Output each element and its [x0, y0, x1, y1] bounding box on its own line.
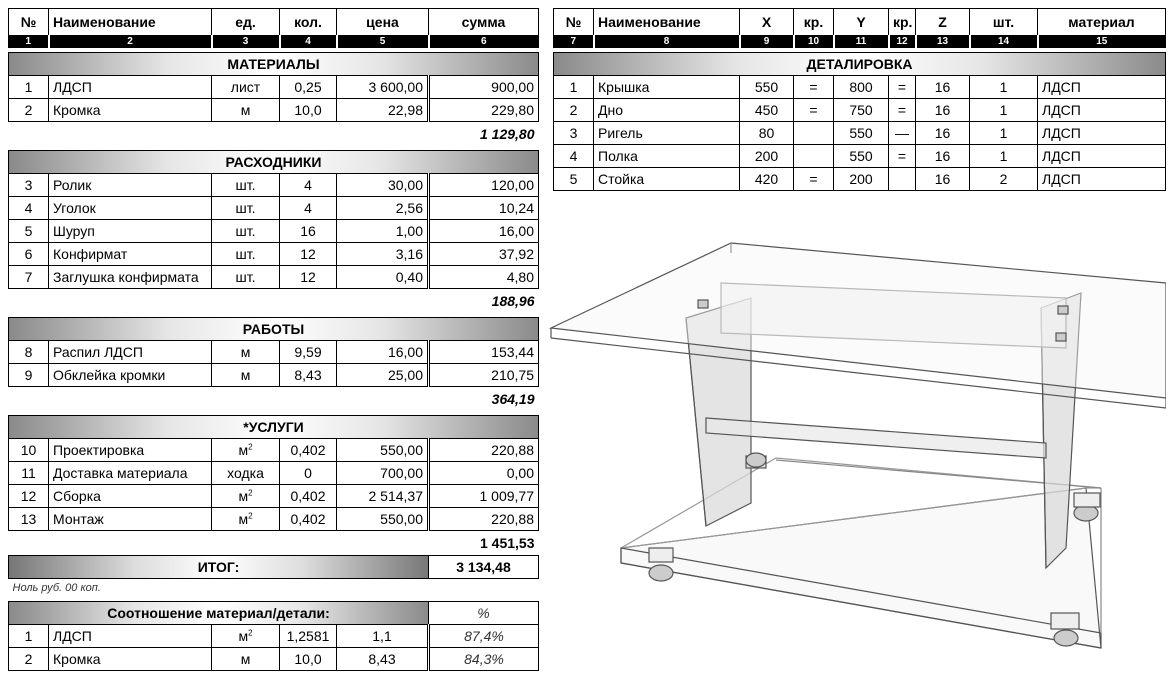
table-cell: ЛДСП — [1038, 145, 1166, 168]
total-in-words: Ноль руб. 00 коп. — [12, 582, 101, 594]
column-header: сумма — [429, 9, 539, 36]
table-cell: = — [889, 99, 916, 122]
table-cell: 84,3% — [429, 648, 539, 671]
table-row — [9, 625, 539, 648]
table-cell: = — [794, 168, 834, 191]
table-cell: Распил ЛДСП — [49, 341, 212, 364]
table-cell: Ригель — [594, 122, 740, 145]
table-cell: 0,25 — [280, 76, 337, 99]
table-cell: 16 — [916, 76, 970, 99]
table-cell: 550,00 — [337, 439, 429, 462]
spacer — [9, 387, 429, 412]
section-title: МАТЕРИАЛЫ — [9, 53, 539, 76]
table-row — [9, 648, 539, 671]
table-cell: 12 — [9, 485, 49, 508]
table-cell: 1 — [970, 99, 1038, 122]
table-cell: шт. — [212, 266, 280, 289]
table-cell: $м^2$ — [212, 439, 280, 462]
table-cell: Заглушка конфирмата — [49, 266, 212, 289]
wheel — [1054, 630, 1078, 646]
table-cell: 4,80 — [429, 266, 539, 289]
section-header — [9, 318, 539, 341]
table-cell: ЛДСП — [49, 76, 212, 99]
ratio-title: Соотношение материал/детали: — [9, 602, 429, 625]
table-cell: Крышка — [594, 76, 740, 99]
column-number: 9 — [740, 36, 794, 48]
table-cell: 9 — [9, 364, 49, 387]
subtotal-value: 364,19 — [491, 391, 535, 407]
table-cell: 750 — [834, 99, 889, 122]
column-number: 11 — [834, 36, 889, 48]
table-cell: 3 600,00 — [337, 76, 429, 99]
ratio-header — [9, 602, 539, 625]
table-cell: 1 — [970, 76, 1038, 99]
table-cell: 22,98 — [337, 99, 429, 122]
table-cell: 3 — [554, 122, 594, 145]
table-cell: 8 — [9, 341, 49, 364]
table-cell: 5 — [9, 220, 49, 243]
table-row — [554, 99, 1166, 122]
table-cell: м — [212, 341, 280, 364]
table-cell: Доставка материала — [49, 462, 212, 485]
table-cell: м — [212, 648, 280, 671]
spacer — [9, 531, 429, 556]
column-number: 8 — [594, 36, 740, 48]
total-row — [9, 556, 539, 579]
total-label: ИТОГ: — [9, 556, 429, 579]
table-row — [9, 76, 539, 99]
table-row — [9, 266, 539, 289]
table-cell: Обклейка кромки — [49, 364, 212, 387]
table-cell: 210,75 — [429, 364, 539, 387]
table-cell: 10 — [9, 439, 49, 462]
table-cell: 9,59 — [280, 341, 337, 364]
table-cell: 550 — [740, 76, 794, 99]
parts-table — [553, 8, 1166, 191]
table-cell: 2 514,37 — [337, 485, 429, 508]
table-cell: 0 — [280, 462, 337, 485]
table-cell: 80 — [740, 122, 794, 145]
table-cell: Шуруп — [49, 220, 212, 243]
table-row — [9, 174, 539, 197]
column-number: 13 — [916, 36, 970, 48]
table-cell: = — [889, 76, 916, 99]
column-header: Наименование — [49, 9, 212, 36]
table-cell: 13 — [9, 508, 49, 531]
subtotal-row — [9, 122, 539, 147]
wheel — [746, 453, 766, 467]
table-cell: 8,43 — [337, 648, 429, 671]
table-cell: Монтаж — [49, 508, 212, 531]
table-cell: 120,00 — [429, 174, 539, 197]
section-header — [9, 151, 539, 174]
table-cell: 5 — [554, 168, 594, 191]
table-3d-drawing — [546, 238, 1166, 658]
table-cell: Уголок — [49, 197, 212, 220]
section-title: РАБОТЫ — [9, 318, 539, 341]
table-cell: 16,00 — [337, 341, 429, 364]
column-number: 4 — [280, 36, 337, 48]
table-cell: — — [889, 122, 916, 145]
table-cell: 10,0 — [280, 99, 337, 122]
table-cell — [794, 145, 834, 168]
column-header: кр. — [794, 9, 834, 36]
table-cell: 1 009,77 — [429, 485, 539, 508]
table-cell: 0,402 — [280, 508, 337, 531]
table-cell: 3,16 — [337, 243, 429, 266]
table-cell: 11 — [9, 462, 49, 485]
table-cell: Полка — [594, 145, 740, 168]
section-title: *УСЛУГИ — [9, 416, 539, 439]
column-number: 2 — [49, 36, 212, 48]
table-cell: 4 — [280, 174, 337, 197]
column-header: материал — [1038, 9, 1166, 36]
table-cell: Конфирмат — [49, 243, 212, 266]
table-cell: 1,2581 — [280, 625, 337, 648]
section-title: ДЕТАЛИРОВКА — [554, 53, 1166, 76]
table-row — [9, 341, 539, 364]
column-header: X — [740, 9, 794, 36]
wheel — [649, 565, 673, 581]
table-row — [9, 462, 539, 485]
table-cell: 200 — [740, 145, 794, 168]
table-cell: 0,402 — [280, 485, 337, 508]
table-row — [554, 168, 1166, 191]
column-header: № — [9, 9, 49, 36]
estimate-table — [8, 8, 539, 671]
table-cell: Кромка — [49, 648, 212, 671]
table-cell: м — [212, 364, 280, 387]
subtotal-value: 1 129,80 — [480, 126, 535, 142]
table-cell: 16 — [916, 99, 970, 122]
table-cell: 153,44 — [429, 341, 539, 364]
column-header: цена — [337, 9, 429, 36]
section-header — [554, 53, 1166, 76]
table-row — [9, 220, 539, 243]
top-plate — [551, 243, 1166, 398]
table-cell: 30,00 — [337, 174, 429, 197]
column-number: 14 — [970, 36, 1038, 48]
subtotal-row — [9, 289, 539, 314]
table-cell: 12 — [280, 243, 337, 266]
table-row — [554, 76, 1166, 99]
table-cell: 2 — [9, 99, 49, 122]
table-cell: 550 — [834, 145, 889, 168]
table-cell: = — [794, 76, 834, 99]
table-cell: = — [889, 145, 916, 168]
table-cell: Стойка — [594, 168, 740, 191]
ratio-pct-header: % — [429, 602, 539, 625]
table-cell: 16 — [916, 145, 970, 168]
table-cell: 10,24 — [429, 197, 539, 220]
table-cell: 3 — [9, 174, 49, 197]
column-header: кол. — [280, 9, 337, 36]
table-cell: 8,43 — [280, 364, 337, 387]
column-number: 7 — [554, 36, 594, 48]
table-cell: 12 — [280, 266, 337, 289]
table-cell: 229,80 — [429, 99, 539, 122]
table-cell: ЛДСП — [49, 625, 212, 648]
column-number: 6 — [429, 36, 539, 48]
table-cell: 220,88 — [429, 439, 539, 462]
table-cell: Кромка — [49, 99, 212, 122]
table-cell: 200 — [834, 168, 889, 191]
table-cell: шт. — [212, 174, 280, 197]
table-cell: 550 — [834, 122, 889, 145]
table-cell: 700,00 — [337, 462, 429, 485]
total-words-row — [9, 579, 539, 598]
table-cell: 37,92 — [429, 243, 539, 266]
table-row — [9, 243, 539, 266]
table-cell: 1 — [9, 625, 49, 648]
table-cell: 1 — [970, 122, 1038, 145]
table-cell: ЛДСП — [1038, 122, 1166, 145]
table-cell: шт. — [212, 197, 280, 220]
column-number: 15 — [1038, 36, 1166, 48]
table-cell: Сборка — [49, 485, 212, 508]
table-cell: 4 — [280, 197, 337, 220]
table-cell: 4 — [554, 145, 594, 168]
column-header: № — [554, 9, 594, 36]
spacer — [9, 289, 429, 314]
header-row — [554, 9, 1166, 36]
section-header — [9, 53, 539, 76]
section-title: РАСХОДНИКИ — [9, 151, 539, 174]
table-cell — [794, 122, 834, 145]
column-header: ед. — [212, 9, 280, 36]
table-cell: 0,40 — [337, 266, 429, 289]
column-header: Наименование — [594, 9, 740, 36]
column-number: 5 — [337, 36, 429, 48]
table-row — [9, 364, 539, 387]
section-header — [9, 416, 539, 439]
column-number: 12 — [889, 36, 916, 48]
table-cell: м — [212, 99, 280, 122]
table-row — [9, 508, 539, 531]
column-number: 3 — [212, 36, 280, 48]
column-header: Z — [916, 9, 970, 36]
table-cell: ЛДСП — [1038, 76, 1166, 99]
table-cell: шт. — [212, 243, 280, 266]
table-cell: 6 — [9, 243, 49, 266]
table-row — [9, 439, 539, 462]
column-number-row — [554, 36, 1166, 48]
subtotal-row — [9, 531, 539, 556]
column-header: шт. — [970, 9, 1038, 36]
column-number: 1 — [9, 36, 49, 48]
table-cell: 10,0 — [280, 648, 337, 671]
subtotal-value: 188,96 — [491, 293, 535, 309]
table-cell: 1,1 — [337, 625, 429, 648]
table-cell: $м^2$ — [212, 508, 280, 531]
column-number-row — [9, 36, 539, 48]
table-cell: шт. — [212, 220, 280, 243]
table-cell: 220,88 — [429, 508, 539, 531]
column-header: кр. — [889, 9, 916, 36]
subtotal-row — [9, 387, 539, 412]
table-cell: $м^2$ — [212, 485, 280, 508]
table-cell: лист — [212, 76, 280, 99]
table-cell: 2 — [9, 648, 49, 671]
table-cell: 2,56 — [337, 197, 429, 220]
table-cell: 0,402 — [280, 439, 337, 462]
spacer — [9, 122, 429, 147]
table-cell: 25,00 — [337, 364, 429, 387]
table-cell: ходка — [212, 462, 280, 485]
header-row — [9, 9, 539, 36]
table-cell: 7 — [9, 266, 49, 289]
table-row — [554, 145, 1166, 168]
table-cell: 420 — [740, 168, 794, 191]
table-cell: 16 — [916, 122, 970, 145]
table-cell: 1,00 — [337, 220, 429, 243]
table-cell: 1 — [554, 76, 594, 99]
table-cell: ЛДСП — [1038, 99, 1166, 122]
table-row — [554, 122, 1166, 145]
table-cell: 0,00 — [429, 462, 539, 485]
table-row — [9, 197, 539, 220]
table-cell: 87,4% — [429, 625, 539, 648]
table-cell: 2 — [970, 168, 1038, 191]
table-cell: 800 — [834, 76, 889, 99]
table-cell: $м^2$ — [212, 625, 280, 648]
table-cell: 16 — [280, 220, 337, 243]
table-cell: 1 — [970, 145, 1038, 168]
table-cell: 450 — [740, 99, 794, 122]
subtotal-value: 1 451,53 — [480, 535, 535, 551]
total-value: 3 134,48 — [429, 556, 539, 579]
table-cell: 2 — [554, 99, 594, 122]
table-cell: 1 — [9, 76, 49, 99]
table-cell: Проектировка — [49, 439, 212, 462]
table-cell: 550,00 — [337, 508, 429, 531]
table-cell: Ролик — [49, 174, 212, 197]
table-row — [9, 99, 539, 122]
table-cell: = — [794, 99, 834, 122]
table-cell: 4 — [9, 197, 49, 220]
table-cell: Дно — [594, 99, 740, 122]
table-cell: ЛДСП — [1038, 168, 1166, 191]
table-cell: 900,00 — [429, 76, 539, 99]
shelf — [706, 418, 1046, 458]
column-number: 10 — [794, 36, 834, 48]
table-cell: 16 — [916, 168, 970, 191]
column-header: Y — [834, 9, 889, 36]
table-row — [9, 485, 539, 508]
table-cell: 16,00 — [429, 220, 539, 243]
bottom-plate — [621, 488, 1101, 648]
table-cell — [889, 168, 916, 191]
